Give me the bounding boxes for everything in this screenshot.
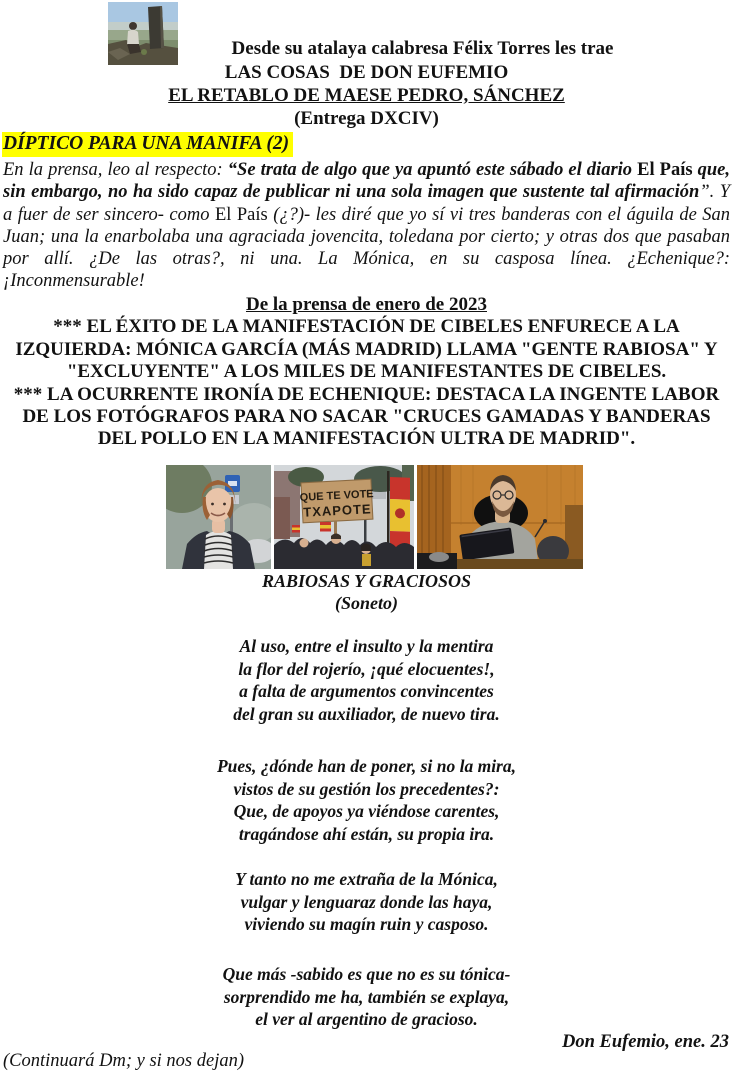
footer-note: (Continuará Dm; y si nos dejan) (3, 1051, 244, 1071)
intro-paper-name: El País (214, 204, 268, 225)
poem-stanza-2 (0, 755, 733, 845)
poem-line: vulgar y lenguaraz donde las haya, (240, 891, 493, 912)
striped-turtleneck (204, 531, 233, 569)
poem-line: del gran su auxiliador, de nuevo tira. (233, 703, 500, 724)
press-section-heading: De la prensa de enero de 2023 (245, 294, 487, 315)
protester-face-3 (300, 539, 309, 548)
press-headline: *** EL ÉXITO DE LA MANIFESTACIÓN DE CIBELES ENFURECE A LA IZQUIERDA: MÓNICA GARCÍA (MÁS MADRID) LLAMA "GENTE RABIOSA" Y "EXCLUYENTE" A LOS MILES DE MANIFESTANTES DE CIBELES. (15, 316, 718, 383)
poem-stanza-3 (0, 868, 733, 936)
intro-seg-1: En la prensa, leo al respecto: (3, 160, 228, 180)
header-series-title: LAS COSAS DE DON EUFEMIO (224, 62, 509, 83)
microphone-tip (543, 519, 547, 523)
poem-line: tragándose ahí están, su propia ira. (238, 823, 495, 844)
poem-title: RABIOSAS Y GRACIOSOS (261, 571, 472, 591)
header-main-title: EL RETABLO DE MAESE PEDRO, SÁNCHEZ (168, 85, 565, 106)
banner-text-line2: TXAPOTE (302, 501, 372, 520)
poem-line: Pues, ¿dónde han de poner, si no la mira, (216, 756, 516, 776)
photo-echenique (417, 465, 583, 569)
header-tagline: Desde su atalaya calabresa Félix Torres les trae (231, 38, 614, 59)
protester-scarf (362, 554, 371, 566)
poem-line: sorprendido me ha, también se explaya, (223, 986, 510, 1007)
eye-left (211, 503, 214, 506)
intro-quote-rest: que, sin embargo, no ha sido capaz de publicar ni una sola imagen que sustente tal afirmación (3, 160, 730, 203)
poem-line: a falta de argumentos convincentes (239, 681, 494, 701)
poem-line: Y tanto no me extraña de la Mónica, (235, 869, 498, 889)
photo-protest (274, 465, 414, 569)
photo-strip (166, 465, 583, 569)
person-head (129, 22, 137, 30)
building-brick (274, 497, 290, 539)
poem-line: viviendo su magín ruin y casposo. (244, 914, 489, 934)
intro-paragraph (3, 159, 730, 293)
crosswalk-sign-band (228, 481, 237, 486)
cardboard-banner (299, 479, 375, 523)
poem-stanza-4 (0, 963, 733, 1031)
poem-line: Que, de apoyos ya viéndose carentes, (233, 801, 500, 821)
poem-line: vistos de su gestión los precedentes?: (233, 778, 500, 799)
spanish-flag-small (320, 522, 331, 532)
author-signature: Don Eufemio, ene. 23 (561, 1032, 729, 1052)
press-section (3, 294, 730, 451)
poem-line: la flor del rojerío, ¡qué elocuentes!, (238, 658, 495, 679)
spanish-flag-small-2 (292, 525, 300, 533)
poem-subtitle: (Soneto) (335, 593, 398, 613)
intro-seg-2: ”. Y a fuer de ser sincero- como (3, 182, 731, 225)
photo-monica-garcia (166, 465, 271, 569)
poem-stanza-1 (0, 635, 733, 725)
header-issue-number: (Entrega DXCIV) (294, 108, 439, 129)
press-headline: *** LA OCURRENTE IRONÍA DE ECHENIQUE: DESTACA LA INGENTE LABOR DE LOS FOTÓGRAFOS PARA NO SACAR "CRUCES GAMADAS Y BANDERAS DEL POLLO EN LA MANIFESTACIÓN ULTRA DE MADRID". (13, 383, 720, 450)
eye-right (223, 503, 226, 506)
poem-line: Que más -sabido es que no es su tónica- (222, 964, 511, 984)
intro-quote-open: “Se trata de algo que ya apuntó este sábado el diario (227, 160, 638, 180)
poem-line: Al uso, entre el insulto y la mentira (239, 636, 494, 656)
banner-text-line1: QUE TE VOTE (299, 488, 374, 504)
intro-seg-3: (¿?)- les diré que yo sí vi tres banderas con el águila de San Juan; una la enarbolaba una agraciada jovencita, toledana por cierto; y otras dos que pasaban por allí. ¿De las otras?, ni una. La Mónica, en su casposa línea. ¿Echenique?: ¡Inconmensurable! (3, 204, 731, 292)
hand-blur (429, 552, 449, 562)
poem-line: el ver al argentino de gracioso. (255, 1009, 478, 1029)
intro-quote-paper-name: El País (637, 160, 693, 180)
section-heading-highlighted: DÍPTICO PARA UNA MANIFA (2) (2, 132, 293, 157)
